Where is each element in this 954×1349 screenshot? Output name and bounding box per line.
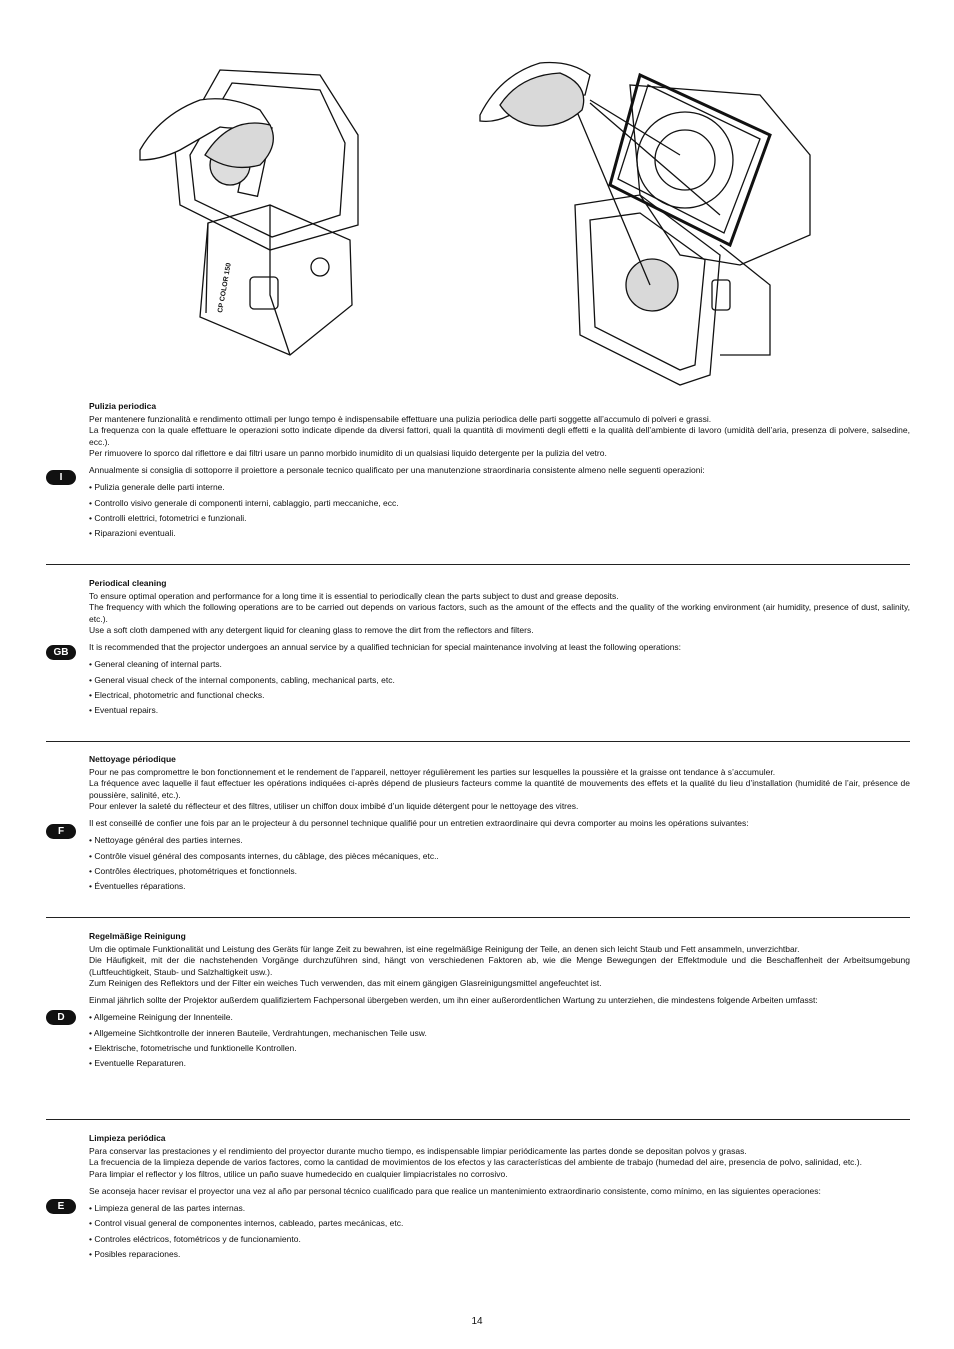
- list-item: • Eventuelle Reparaturen.: [89, 1056, 910, 1071]
- paragraph: Per rimuovere lo sporco dal riflettore e dai filtri usare un panno morbido inumidito di un qualsiasi liquido detergente per la pulizia del vetro.: [89, 447, 607, 458]
- page-number: 14: [471, 1316, 483, 1327]
- list-item: • Riparazioni eventuali.: [89, 526, 910, 541]
- list-item: • Allgemeine Reinigung der Innenteile.: [89, 1010, 910, 1025]
- paragraph: Einmal jährlich sollte der Projektor außerdem qualifiziertem Fachpersonal übergeben werden, um ihn einer außerordentlichen Wartung zu unterziehen, die mindestens folgende Arbeiten umfasst:: [89, 995, 818, 1006]
- paragraph: Zum Reinigen des Reflektors und der Filter ein weiches Tuch verwenden, das mit einem gängigen Glasreinigungsmittel angefeuchtet ist.: [89, 977, 602, 988]
- paragraph: To ensure optimal operation and performance for a long time it is essential to periodically clean the parts subject to dust and grease deposits.: [89, 591, 619, 601]
- operations-list: [89, 1010, 910, 1071]
- list-item: • Contrôle visuel général des composants internes, du câblage, des pièces mécaniques, etc..: [89, 849, 910, 864]
- list-item: • Allgemeine Sichtkontrolle der inneren Bauteile, Verdrahtungen, mechanischen Teile usw.: [89, 1026, 910, 1041]
- paragraph: It is recommended that the projector undergoes an annual service by a qualified technician for special maintenance involving at least the following operations:: [89, 642, 682, 653]
- paragraph: Per mantenere funzionalità e rendimento ottimali per lungo tempo è indispensabile effettuare una pulizia periodica delle parti soggette all’accumulo di polveri e grassi.: [89, 414, 712, 424]
- device-label: CP COLOR 150: [217, 262, 233, 314]
- paragraph: Use a soft cloth dampened with any detergent liquid for cleaning glass to remove the dirt from the reflectors and filters.: [89, 624, 534, 635]
- paragraph: Die Häufigkeit, mit der die nachstehenden Vorgänge durchzuführen sind, hängt von verschiedenen Faktoren ab, wie die Menge Bewegungen der Effektmodule und die Beschaffenheit der Arbeitsumgebung (Luftfeuchtigkeit, Staub- und Salzhaltigkeit usw.).: [89, 955, 910, 977]
- paragraph: Annualmente si consiglia di sottoporre il proiettore a personale tecnico qualificato per una manutenzione straordinaria consistente almeno nelle seguenti operazioni:: [89, 465, 705, 476]
- list-item: • Eventual repairs.: [89, 703, 910, 718]
- language-badge: F: [46, 824, 76, 839]
- list-item: • Contrôles électriques, photométriques et fonctionnels.: [89, 864, 910, 879]
- list-item: • Control visual general de componentes internos, cableado, partes mecánicas, etc.: [89, 1216, 910, 1231]
- language-badge: GB: [46, 645, 76, 660]
- list-item: • Limpieza general de las partes internas.: [89, 1201, 910, 1216]
- section-title: Pulizia periodica: [89, 401, 157, 411]
- language-badge: E: [46, 1199, 76, 1214]
- paragraph: Se aconseja hacer revisar el proyector una vez al año par personal técnico cualificado para que realice un mantenimiento extraordinario consistente, como mínimo, en las siguientes operaciones:: [89, 1185, 821, 1196]
- paragraph: La frequenza con la quale effettuare le operazioni sotto indicate dipende da diversi fattori, quali la quantità di movimenti degli effetti e la qualità dell’ambiente di lavoro (umidità dell’aria, presenza di polvere, salsedine, ecc.).: [89, 425, 910, 447]
- paragraph: Pour enlever la saleté du réflecteur et des filtres, utiliser un chiffon doux imbibé d’un liquide détergent pour le nettoyage des vitres.: [89, 800, 579, 811]
- list-item: • Elektrische, fotometrische und funktionelle Kontrollen.: [89, 1041, 910, 1056]
- paragraph: Um die optimale Funktionalität und Leistung des Geräts für lange Zeit zu bewahren, ist eine regelmäßige Reinigung der Teile, an denen sich leicht Staub und Fett ansammeln, unverzichtbar.: [89, 944, 800, 954]
- paragraph: La fréquence avec laquelle il faut effectuer les opérations indiquées ci-après dépend de plusieurs facteurs comme la quantité de mouvements des effets et la qualité du lieu d’installation (humidité de l’air, présence de poussière, salinité, etc.).: [89, 778, 910, 800]
- language-badge: D: [46, 1010, 76, 1025]
- paragraph: Pour ne pas compromettre le bon fonctionnement et le rendement de l’appareil, nettoyer régulièrement les parties sur lesquelles la poussière et la graisse ont tendance à s’accumuler.: [89, 767, 776, 777]
- list-item: • Posibles reparaciones.: [89, 1247, 910, 1262]
- paragraph: Il est conseillé de confier une fois par an le projecteur à du personnel technique qualifié pour un entretien extraordinaire qui devra comporter au moins les opérations suivantes:: [89, 818, 749, 829]
- section-divider: [46, 741, 910, 742]
- list-item: • Pulizia generale delle parti interne.: [89, 480, 910, 495]
- paragraph: La frecuencia de la limpieza depende de varios factores, como la cantidad de movimientos de los efectos y las características del ambiente de trabajo (humedad del aire, presencia de polvo, salinidad, etc.).: [89, 1157, 862, 1168]
- section-divider: [46, 1119, 910, 1120]
- list-item: • Nettoyage général des parties internes.: [89, 833, 910, 848]
- section-title: Limpieza periódica: [89, 1133, 166, 1143]
- cleaning-illustration: [120, 55, 840, 390]
- section-divider: [46, 917, 910, 918]
- list-item: • Éventuelles réparations.: [89, 879, 910, 894]
- paragraph: Para conservar las prestaciones y el rendimiento del proyector durante mucho tiempo, es indispensable limpiar periódicamente las partes donde se depositan polvos y grasas.: [89, 1146, 747, 1156]
- operations-list: [89, 1201, 910, 1262]
- list-item: • Controlli elettrici, fotometrici e funzionali.: [89, 511, 910, 526]
- list-item: • General cleaning of internal parts.: [89, 657, 910, 672]
- operations-list: [89, 480, 910, 541]
- list-item: • Electrical, photometric and functional checks.: [89, 688, 910, 703]
- operations-list: [89, 833, 910, 894]
- operations-list: [89, 657, 910, 718]
- list-item: • Controllo visivo generale di componenti interni, cablaggio, parti meccaniche, ecc.: [89, 496, 910, 511]
- list-item: • General visual check of the internal components, cabling, mechanical parts, etc.: [89, 673, 910, 688]
- paragraph: The frequency with which the following operations are to be carried out depends on various factors, such as the amount of the effects and the quality of the working environment (air humidity, presence of dust, salinity, etc.).: [89, 602, 910, 624]
- language-badge: I: [46, 470, 76, 485]
- section-title: Periodical cleaning: [89, 578, 167, 588]
- paragraph: Para limpiar el reflector y los filtros, utilice un paño suave humedecido en cualquier limpiacristales no corrosivo.: [89, 1168, 508, 1179]
- list-item: • Controles eléctricos, fotométricos y de funcionamiento.: [89, 1232, 910, 1247]
- section-divider: [46, 564, 910, 565]
- section-title: Nettoyage périodique: [89, 754, 176, 764]
- section-title: Regelmäßige Reinigung: [89, 931, 186, 941]
